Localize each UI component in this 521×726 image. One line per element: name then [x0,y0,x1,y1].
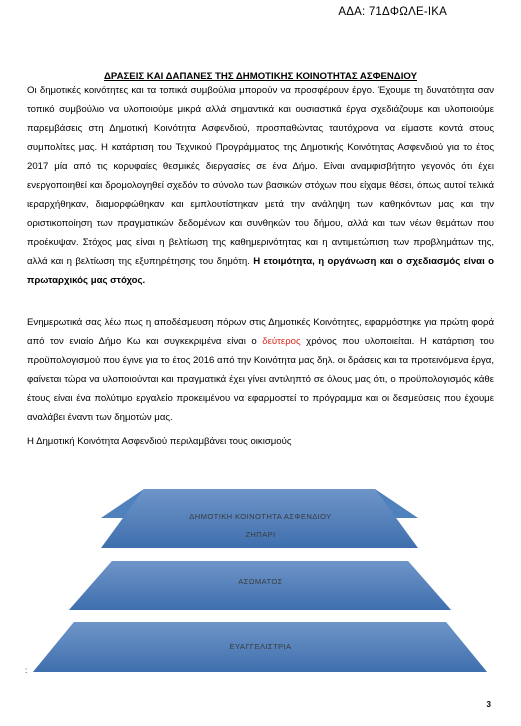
document-title: ΔΡΑΣΕΙΣ ΚΑΙ ΔΑΠΑΝΕΣ ΤΗΣ ΔΗΜΟΤΙΚΗΣ ΚΟΙΝΟΤΗΤΑΣ ΑΣΦΕΝΔΙΟΥ [104,71,417,82]
paragraph-budget-after: χρόνος που υλοποιείται. Η κατάρτιση του προϋπολογισμού που έγινε για το έτος 2016 από την Κοινότητα μας δηλ. οι δράσεις και τα προτεινόμενα έργα, φαίνεται τώρα να υλοποιούνται και πραγματικά έχει γίνει αντιληπτό σε όλους μας ότι, ο προϋπολογισμός κάθε έτους είναι ένα πολύτιμο εργαλείο προκειμένου να εφαρμοστεί το πρόγραμμα και οι δεσμεύσεις που έχουμε αναλάβει έναντι των δημοτών μας. [27,336,494,423]
paragraph-budget-before: Ενημερωτικά σας λέω πως η αποδέσμευση πόρων στις Δημοτικές Κοινότητες, εφαρμόστηκε για πρώτη φορά από τον ενιαίο Δήμο Κω και συγκεκριμένα είναι ο [27,317,494,347]
pyramid-tier-top-line2: ΖΗΠΑΡΙ [245,530,276,539]
paragraph-intro-text: Οι δημοτικές κοινότητες και τα τοπικά συμβούλια μπορούν να προσφέρουν έργο. Έχουμε τη δυνατότητα σαν τοπικό συμβούλιο να υλοποιούμε μικρά αλλά σημαντικά και ουσιαστικά έργα σχεδιάζουμε και υλοποιούμε παρεμβάσεις στη Δημοτική Κοινότητα Ασφενδιού, προσπαθώντας ταυτόχρονα να είμαστε κοντά στους συμπολίτες μας. Η κατάρτιση του Τεχνικού Προγράμματος της Δημοτικής Κοινότητας Ασφενδιού για το έτος 2017 μία από τις κορυφαίες θεσμικές διεργασίες σε ένα Δήμο. Είναι αναμφισβήτητο γεγονός ότι έχει ενεργοποιηθεί και δρομολογηθεί σχεδόν το σύνολο των βασικών στόχων που είχαμε θέσει, όπως αυτοί τελικά ιεραρχήθηκαν, διαμορφώθηκαν και εμπλουτίστηκαν μετά την ανάληψη των καθηκόντων μας και την οριστικοποίηση των πραγματικών δεδομένων και συνθηκών του δήμου, αλλά και των νέων θεμάτων που προέκυψαν. Στόχος μας είναι η βελτίωση της καθημερινότητας και η αντιμετώπιση των προβλημάτων της, αλλά και η βελτίωση της εξυπηρέτησης του δημότη. [27,85,494,267]
paragraph-settlements: Η Δημοτική Κοινότητα Ασφενδιού περιλαμβάνει τους οικισμούς [27,436,292,447]
paragraph-intro-bold: Η ετοιμότητα, η οργάνωση και ο σχεδιασμός είναι ο πρωταρχικός μας στόχος. [27,256,494,286]
pyramid-tier-bottom-label: ΕΥΑΓΓΕΛΙΣΤΡΙΑ [229,642,292,651]
ada-code: ΑΔΑ: 71ΔΦΩΛΕ-ΙΚΑ [338,6,447,18]
pyramid-tier-middle-label: ΑΣΩΜΑΤΟΣ [238,577,283,586]
pyramid-tier-top-line1: ΔΗΜΟΤΙΚΗ ΚΟΙΝΟΤΗΤΑ ΑΣΦΕΝΔΙΟΥ [189,512,332,521]
page-number: 3 [486,700,491,709]
stray-colon: : [25,666,28,675]
paragraph-budget-highlight: δεύτερος [262,336,301,347]
